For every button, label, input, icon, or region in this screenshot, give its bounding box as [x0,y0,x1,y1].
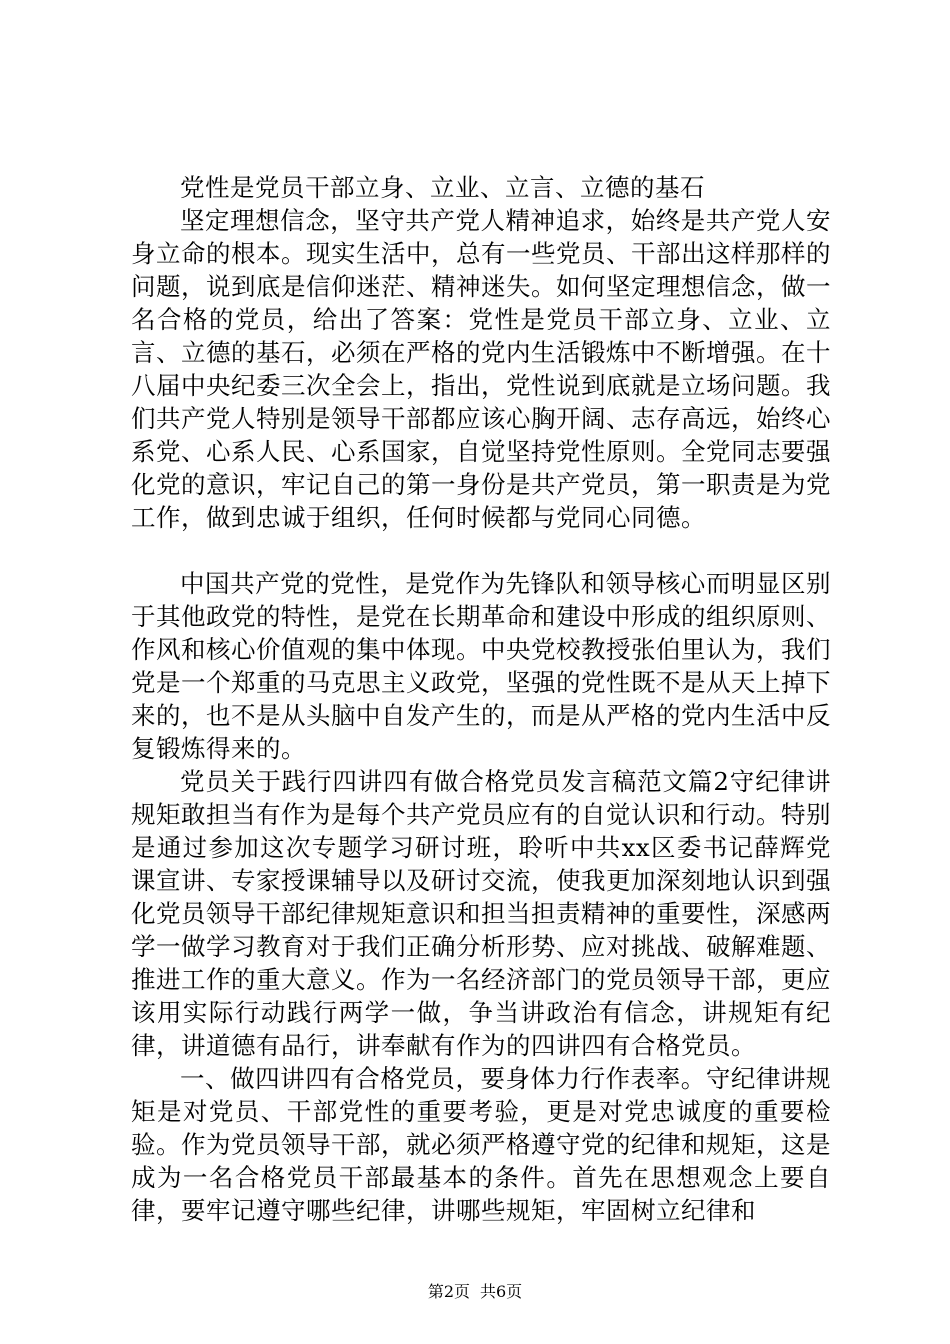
document-body [131,171,831,1227]
paragraph: 一、做四讲四有合格党员，要身体力行作表率。守纪律讲规矩是对党员、干部党性的重要考验，更是对党忠诚度的重要检验。作为党员领导干部，就必须严格遵守党的纪律和规矩，这是成为一名合格党员干部最基本的条件。首先在思想观念上要自律，要牢记遵守哪些纪律，讲哪些规矩，牢固树立纪律和 [131,1064,831,1225]
page-footer [0,1282,950,1302]
paragraph: 中国共产党的党性，是党作为先锋队和领导核心而明显区别于其他政党的特性，是党在长期革命和建设中形成的组织原则、作风和核心价值观的集中体现。中央党校教授张伯里认为，我们党是一个郑重的马克思主义政党，坚强的党性既不是从天上掉下来的，也不是从头脑中自发产生的，而是从严格的党内生活中反复锻炼得来的。 [131,569,831,763]
page-number: 第2页 [427,1282,470,1301]
paragraph: 党员关于践行四讲四有做合格党员发言稿范文篇2守纪律讲规矩敢担当有作为是每个共产党员应有的自觉认识和行动。特别是通过参加这次专题学习研讨班，聆听中共xx区委书记薛辉党课宣讲、专家授课辅导以及研讨交流，使我更加深刻地认识到强化党员领导干部纪律规矩意识和担当担责精神的重要性，深感两学一做学习教育对于我们正确分析形势、应对挑战、破解难题、推进工作的重大意义。作为一名经济部门的党员领导干部，更应该用实际行动践行两学一做，争当讲政治有信念，讲规矩有纪律，讲道德有品行，讲奉献有作为的四讲四有合格党员。 [131,767,831,1060]
paragraph: 坚定理想信念，坚守共产党人精神追求，始终是共产党人安身立命的根本。现实生活中，总有一些党员、干部出这样那样的问题，说到底是信仰迷茫、精神迷失。如何坚定理想信念，做一名合格的党员，给出了答案：党性是党员干部立身、立业、立言、立德的基石，必须在严格的党内生活锻炼中不断增强。在十八届中央纪委三次全会上，指出，党性说到底就是立场问题。我们共产党人特别是领导干部都应该心胸开阔、志存高远，始终心系党、心系人民、心系国家，自觉坚持党性原则。全党同志要强化党的意识，牢记自己的第一身份是共产党员，第一职责是为党工作，做到忠诚于组织，任何时候都与党同心同德。 [131,206,831,532]
paragraph-spacer [131,534,831,567]
page-total: 共6页 [480,1282,523,1301]
paragraph-heading: 党性是党员干部立身、立业、立言、立德的基石 [180,173,705,202]
